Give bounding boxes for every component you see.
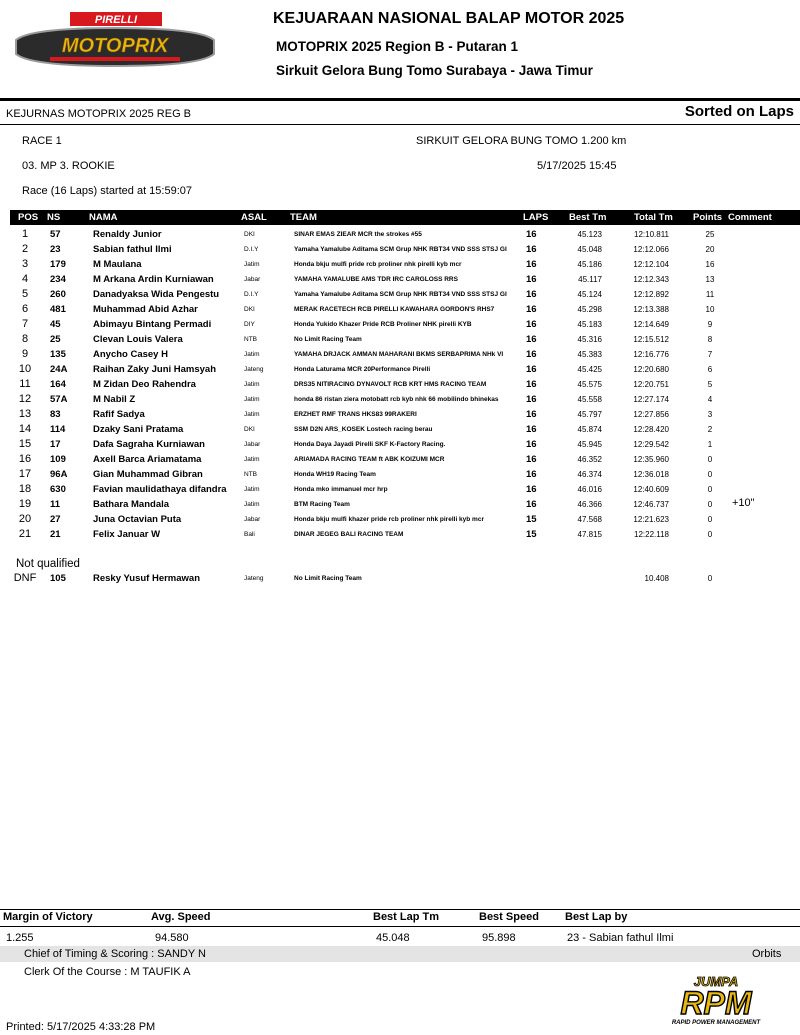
result-row (0, 302, 800, 317)
number: 83 (50, 409, 61, 420)
pos: 11 (19, 378, 31, 390)
origin: Jatim (244, 486, 260, 493)
result-row (0, 332, 800, 347)
rider-name: Muhammad Abid Azhar (93, 304, 198, 315)
laps: 16 (526, 274, 537, 285)
points: 16 (705, 260, 715, 269)
best-time: 47.815 (577, 530, 602, 539)
laps: 16 (526, 259, 537, 270)
pos: 9 (21, 348, 29, 360)
points: 2 (707, 425, 713, 434)
number: 481 (50, 304, 66, 315)
number: 57A (50, 394, 68, 405)
origin: NTB (244, 336, 257, 343)
laps: 16 (526, 364, 537, 375)
team: Honda Laturama MCR 20Performance Pirelli (294, 366, 431, 373)
best-speed-value: 95.898 (482, 932, 516, 944)
best-time: 45.183 (577, 320, 602, 329)
pos: 6 (21, 303, 29, 315)
total-time: 12:28.420 (633, 425, 669, 434)
circuit-label: SIRKUIT GELORA BUNG TOMO 1.200 km (416, 135, 627, 147)
result-row (0, 571, 800, 586)
venue: Sirkuit Gelora Bung Tomo Surabaya - Jawa Timur (276, 63, 593, 78)
laps: 15 (526, 529, 537, 540)
pos: 14 (18, 423, 32, 435)
best-lap-label: Best Lap Tm (373, 911, 440, 923)
pos: 20 (18, 513, 32, 525)
laps: 16 (526, 229, 537, 240)
col-pos: POS (18, 212, 39, 223)
col-asal: ASAL (241, 212, 267, 223)
points: 20 (705, 245, 715, 254)
result-row (0, 527, 800, 542)
pos: 10 (18, 363, 32, 375)
result-row (0, 272, 800, 287)
best-time: 45.558 (577, 395, 602, 404)
rider-name: Anycho Casey H (93, 349, 168, 360)
points: 0 (707, 530, 713, 539)
report-subtitle: MOTOPRIX 2025 Region B - Putaran 1 (276, 39, 519, 54)
rpm-logo (636, 972, 796, 1028)
team: Honda Yukido Khazer Pride RCB Proliner NHK pirelli KYB (294, 321, 472, 328)
total-time: 12:16.776 (633, 350, 669, 359)
pos: 21 (18, 528, 32, 540)
not-qualified-label: Not qualified (16, 558, 80, 570)
pos: 5 (21, 288, 29, 300)
origin: Jatim (244, 456, 260, 463)
points: 11 (705, 290, 715, 299)
number: 25 (50, 334, 61, 345)
race-label: RACE 1 (22, 135, 62, 147)
origin: DKI (244, 426, 255, 433)
rider-name: Danadyaksa Wida Pengestu (93, 289, 220, 300)
total-time: 12:27.174 (633, 395, 669, 404)
col-laps: LAPS (523, 212, 549, 223)
total-time: 12:13.388 (633, 305, 669, 314)
result-row (0, 437, 800, 452)
rider-name: Dzaky Sani Pratama (93, 424, 184, 435)
total-time: 12:12.343 (633, 275, 669, 284)
origin: DKI (244, 306, 255, 313)
motoprix-logo (10, 10, 220, 72)
team: Honda bkju mulfi khazer pride rcb proliner nhk pirelli kyb mcr (294, 516, 484, 523)
margin-label: Margin of Victory (3, 911, 93, 923)
pos: 2 (21, 243, 29, 255)
rider-name: Sabian fathul Ilmi (93, 244, 172, 255)
results-header (10, 210, 800, 225)
total-time: 12:40.609 (633, 485, 669, 494)
pos: 8 (21, 333, 29, 345)
laps: 15 (526, 514, 537, 525)
laps: 16 (526, 454, 537, 465)
total-time: 12:27.856 (633, 410, 669, 419)
comment: +10" (732, 497, 755, 509)
pos: 1 (21, 228, 29, 240)
result-row (0, 317, 800, 332)
number: 630 (50, 484, 66, 495)
pos: 7 (21, 318, 29, 330)
origin: Jatim (244, 411, 260, 418)
best-time: 46.016 (577, 485, 602, 494)
rider-name: Juna Octavian Puta (93, 514, 182, 525)
origin: Jateng (244, 366, 264, 373)
laps: 16 (526, 439, 537, 450)
footer-top-rule (0, 909, 800, 910)
number: 260 (50, 289, 66, 300)
printed-timestamp: Printed: 5/17/2025 4:33:28 PM (6, 1021, 156, 1033)
total-time: 12:15.512 (633, 335, 669, 344)
origin: DKI (244, 231, 255, 238)
result-row (0, 407, 800, 422)
pos: 3 (21, 258, 29, 270)
total-time: 12:20.680 (633, 365, 669, 374)
best-time: 45.383 (577, 350, 602, 359)
number: 109 (50, 454, 66, 465)
points: 6 (707, 365, 713, 374)
laps: 16 (526, 289, 537, 300)
col-points: Points (693, 212, 723, 223)
number: 234 (50, 274, 66, 285)
origin: NTB (244, 471, 257, 478)
team: SINAR EMAS ZIEAR MCR the strokes #55 (294, 231, 422, 238)
pos: 17 (18, 468, 32, 480)
total-time: 12:21.623 (633, 515, 669, 524)
result-row (0, 362, 800, 377)
series-divider (0, 124, 800, 125)
points: 0 (707, 574, 713, 583)
laps: 16 (526, 484, 537, 495)
clerk-of-course: Clerk Of the Course : M TAUFIK A (24, 966, 191, 978)
number: 114 (50, 424, 66, 435)
laps: 16 (526, 319, 537, 330)
col-team: TEAM (290, 212, 317, 223)
total-time: 12:20.751 (633, 380, 669, 389)
points: 0 (707, 500, 713, 509)
result-row (0, 242, 800, 257)
col-comment: Comment (728, 212, 772, 223)
best-time: 45.425 (577, 365, 602, 374)
team: Honda bkju mulfi pride rcb proliner nhk pirelli kyb mcr (294, 261, 462, 268)
total-time: 12:46.737 (633, 500, 669, 509)
number: 164 (50, 379, 66, 390)
svg-text:MOTOPRIX: MOTOPRIX (61, 35, 169, 57)
rider-name: Rafif Sadya (93, 409, 145, 420)
origin: Jateng (244, 575, 264, 582)
total-time: 12:22.118 (634, 530, 669, 539)
total-time: 12:35.960 (633, 455, 669, 464)
number: 17 (50, 439, 61, 450)
svg-text:RAPID POWER MANAGEMENT: RAPID POWER MANAGEMENT (671, 1020, 761, 1026)
team: DINAR JEGEG BALI RACING TEAM (294, 531, 404, 538)
number: 11 (50, 499, 61, 510)
result-row (0, 377, 800, 392)
points: 5 (707, 380, 713, 389)
laps: 16 (526, 304, 537, 315)
best-time: 47.568 (577, 515, 602, 524)
avg-speed-value: 94.580 (155, 932, 189, 944)
sort-label: Sorted on Laps (684, 103, 794, 120)
result-row (0, 422, 800, 437)
points: 0 (707, 455, 713, 464)
laps: 16 (526, 379, 537, 390)
rider-name: Abimayu Bintang Permadi (93, 319, 212, 330)
rider-name: M Maulana (93, 259, 142, 270)
points: 0 (707, 470, 713, 479)
origin: Jatim (244, 381, 260, 388)
number: 45 (50, 319, 61, 330)
origin: Bali (244, 531, 255, 538)
result-row (0, 392, 800, 407)
best-time: 45.123 (577, 230, 602, 239)
team: No Limit Racing Team (294, 575, 362, 582)
team: ERZHET RMF TRANS HKS83 99RAKERI (294, 411, 417, 418)
col-nama: NAMA (89, 212, 118, 223)
result-row (0, 482, 800, 497)
total-time: 12:12.104 (633, 260, 669, 269)
laps: 16 (526, 469, 537, 480)
pos: 13 (18, 408, 32, 420)
best-time: 45.298 (577, 305, 602, 314)
rider-name: Felix Januar W (93, 529, 161, 540)
total-time: 12:12.892 (633, 290, 669, 299)
svg-text:JUMPA: JUMPA (693, 974, 739, 989)
origin: D.I.Y (244, 246, 259, 253)
points: 8 (707, 335, 713, 344)
pos: 19 (18, 498, 32, 510)
number: 179 (50, 259, 66, 270)
best-time: 46.366 (577, 500, 602, 509)
best-time: 46.352 (577, 455, 602, 464)
top-divider (0, 98, 800, 101)
origin: Jabar (244, 441, 261, 448)
svg-text:PIRELLI: PIRELLI (94, 14, 138, 26)
team: Yamaha Yamalube Aditama SCM Grup NHK RBT34 VND SSS STSJ GI (294, 246, 507, 253)
best-time: 45.316 (577, 335, 602, 344)
team: ARIAMADA RACING TEAM ft ABK KOIZUMI MCR (294, 456, 445, 463)
laps: 16 (526, 349, 537, 360)
team: Honda Daya Jayadi Pirelli SKF K-Factory Racing. (294, 441, 446, 448)
best-speed-label: Best Speed (479, 911, 539, 923)
total-time: 12:12.066 (633, 245, 669, 254)
origin: D.I.Y (244, 291, 259, 298)
team: YAMAHA YAMALUBE AMS TDR IRC CARGLOSS RRS (294, 276, 458, 283)
rider-name: Clevan Louis Valera (93, 334, 183, 345)
number: 21 (50, 529, 61, 540)
points: 3 (707, 410, 713, 419)
points: 4 (707, 395, 713, 404)
pos: 18 (18, 483, 32, 495)
footer-mid-rule (0, 926, 800, 927)
laps: 16 (526, 244, 537, 255)
rider-name: M Nabil Z (93, 394, 136, 405)
result-row (0, 467, 800, 482)
number: 57 (50, 229, 61, 240)
col-best: Best Tm (569, 212, 607, 223)
pos: 12 (18, 393, 32, 405)
origin: Jatim (244, 396, 260, 403)
origin: Jatim (244, 351, 260, 358)
pos: 16 (18, 453, 32, 465)
points: 0 (707, 485, 713, 494)
avg-speed-label: Avg. Speed (151, 911, 211, 923)
rider-name: Dafa Sagraha Kurniawan (93, 439, 205, 450)
rider-name: Gian Muhammad Gibran (93, 469, 203, 480)
rider-name: Renaldy Junior (93, 229, 162, 240)
best-by-label: Best Lap by (565, 911, 628, 923)
result-row (0, 452, 800, 467)
total-time: 12:29.542 (633, 440, 669, 449)
laps: 16 (526, 499, 537, 510)
series-name: KEJURNAS MOTOPRIX 2025 REG B (6, 108, 192, 120)
origin: Jatim (244, 261, 260, 268)
best-time: 46.374 (577, 470, 602, 479)
number: 135 (50, 349, 66, 360)
number: 27 (50, 514, 61, 525)
total-time: 12:14.649 (633, 320, 669, 329)
total-time: 12:10.811 (634, 230, 669, 239)
number: 24A (50, 364, 68, 375)
best-time: 45.186 (577, 260, 602, 269)
col-total: Total Tm (634, 212, 673, 223)
team: BTM Racing Team (294, 501, 350, 508)
class-label: 03. MP 3. ROOKIE (22, 160, 115, 172)
number: 96A (50, 469, 68, 480)
best-time: 45.575 (577, 380, 602, 389)
origin: DIY (244, 321, 255, 328)
best-time: 45.797 (577, 410, 602, 419)
points: 9 (707, 320, 713, 329)
origin: Jabar (244, 516, 261, 523)
rider-name: Favian maulidathaya difandra (93, 484, 227, 495)
best-time: 45.945 (577, 440, 602, 449)
team: DRS35 NITIRACING DYNAVOLT RCB KRT HMS RACING TEAM (294, 381, 487, 388)
points: 10 (705, 305, 715, 314)
col-ns: NS (47, 212, 61, 223)
result-row (0, 227, 800, 242)
report-title: KEJUARAAN NASIONAL BALAP MOTOR 2025 (273, 10, 625, 27)
origin: Jatim (244, 501, 260, 508)
best-time: 45.048 (577, 245, 602, 254)
rider-name: M Arkana Ardin Kurniawan (93, 274, 214, 285)
race-start: Race (16 Laps) started at 15:59:07 (22, 185, 192, 197)
rider-name: Resky Yusuf Hermawan (93, 573, 201, 584)
laps: 16 (526, 424, 537, 435)
pos: 15 (18, 438, 32, 450)
team: honda 86 ristan ziera motobatt rcb kyb nhk 66 mobilindo bhinekas (294, 396, 499, 403)
pos: 4 (21, 273, 29, 285)
total-time: 12:36.018 (633, 470, 669, 479)
result-row (0, 512, 800, 527)
pos: DNF (13, 572, 37, 584)
number: 105 (50, 573, 66, 584)
laps: 16 (526, 409, 537, 420)
team: Yamaha Yamalube Aditama SCM Grup NHK RBT34 VND SSS STSJ GI (294, 291, 507, 298)
best-lap-value: 45.048 (376, 932, 410, 944)
rider-name: M Zidan Deo Rahendra (93, 379, 196, 390)
rider-name: Bathara Mandala (93, 499, 170, 510)
best-time: 45.874 (577, 425, 602, 434)
team: YAMAHA DRJACK AMMAN MAHARANI BKMS SERBAPRIMA NHk VI (294, 351, 504, 358)
team: SSM D2N ARS_KOSEK Lostech racing berau (294, 426, 433, 433)
points: 1 (707, 440, 713, 449)
origin: Jabar (244, 276, 261, 283)
svg-text:RPM: RPM (680, 985, 752, 1021)
team: Honda mko immanuel mcr hrp (294, 486, 388, 493)
total-time: 10.408 (644, 574, 669, 583)
result-row (0, 287, 800, 302)
chief-of-timing: Chief of Timing & Scoring : SANDY N (24, 948, 206, 960)
laps: 16 (526, 394, 537, 405)
margin-value: 1.255 (6, 932, 34, 944)
race-datetime: 5/17/2025 15:45 (537, 160, 617, 172)
result-row (0, 497, 800, 512)
rider-name: Raihan Zaky Juni Hamsyah (93, 364, 217, 375)
points: 25 (705, 230, 715, 239)
number: 23 (50, 244, 61, 255)
orbits-label: Orbits (752, 948, 782, 960)
points: 13 (705, 275, 715, 284)
best-time: 45.124 (577, 290, 602, 299)
team: Honda WH19 Racing Team (294, 471, 376, 478)
rider-name: Axell Barca Ariamatama (93, 454, 202, 465)
points: 7 (707, 350, 713, 359)
laps: 16 (526, 334, 537, 345)
team: MERAK RACETECH RCB PIRELLI KAWAHARA GORDON'S RHS7 (294, 306, 495, 313)
result-row (0, 257, 800, 272)
result-row (0, 347, 800, 362)
best-by-value: 23 - Sabian fathul Ilmi (567, 932, 674, 944)
best-time: 45.117 (578, 275, 602, 284)
team: No Limit Racing Team (294, 336, 362, 343)
points: 0 (707, 515, 713, 524)
